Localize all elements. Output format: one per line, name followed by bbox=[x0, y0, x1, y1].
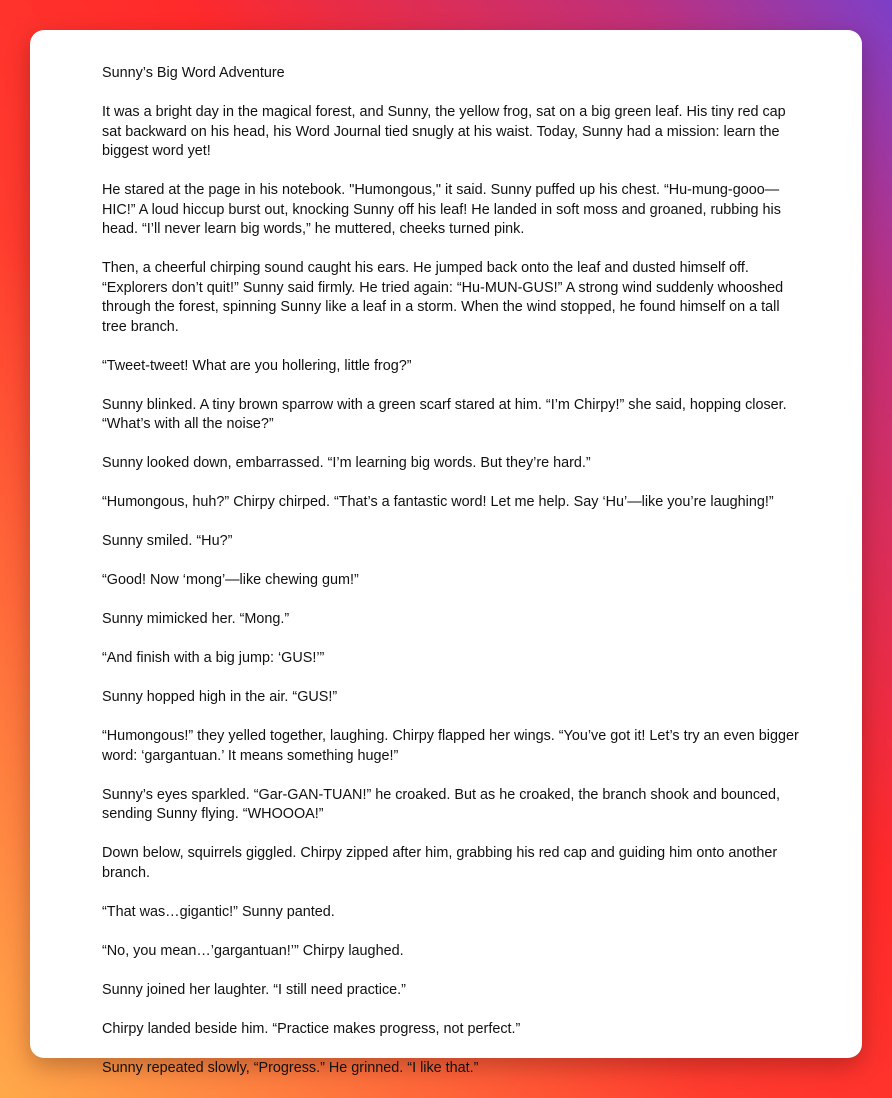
paragraph: Sunny joined her laughter. “I still need practice.” bbox=[102, 981, 406, 998]
paragraph: Sunny smiled. “Hu?” bbox=[102, 533, 233, 549]
paragraph: “Humongous!” they yelled together, laughing. Chirpy flapped her wings. “You’ve got it! Let’s try an even bigger word: ‘gargantuan.’ It means something huge!” bbox=[102, 728, 799, 764]
paragraph: “No, you mean…’gargantuan!’” Chirpy laughed. bbox=[102, 942, 404, 959]
paragraph: Sunny looked down, embarrassed. “I’m learning big words. But they’re hard.” bbox=[102, 455, 591, 471]
paragraph: “Good! Now ‘mong’—like chewing gum!” bbox=[102, 572, 359, 588]
paragraph: “Tweet-tweet! What are you hollering, little frog?” bbox=[102, 357, 412, 374]
paragraph: Down below, squirrels giggled. Chirpy zipped after him, grabbing his red cap and guiding him onto another branch. bbox=[102, 845, 778, 881]
paragraph: It was a bright day in the magical forest, and Sunny, the yellow frog, sat on a big green leaf. His tiny red cap sat backward on his head, his Word Journal tied snugly at his waist. Today, Sunny had a mission: learn the biggest word yet! bbox=[102, 104, 786, 159]
paragraph: Sunny mimicked her. “Mong.” bbox=[102, 611, 290, 627]
document-card bbox=[30, 30, 862, 1076]
document-title: Sunny’s Big Word Adventure bbox=[102, 65, 285, 81]
paragraph: Sunny repeated slowly, “Progress.” He grinned. “I like that.” bbox=[102, 1059, 479, 1076]
paragraph: Sunny blinked. A tiny brown sparrow with a green scarf stared at him. “I’m Chirpy!” she said, hopping closer. “What’s with all the noise?” bbox=[102, 396, 787, 432]
paragraph: Chirpy landed beside him. “Practice makes progress, not perfect.” bbox=[102, 1020, 521, 1037]
document-content bbox=[102, 64, 802, 1098]
paragraph: He stared at the page in his notebook. "Humongous," it said. Sunny puffed up his chest. “Hu-mung-gooo—HIC!” A loud hiccup burst out, knocking Sunny off his leaf! He landed in soft moss and groaned, rubbing his head. “I’ll never learn big words,” he muttered, cheeks turned pink. bbox=[102, 182, 781, 237]
paragraph: “And finish with a big jump: ‘GUS!’” bbox=[102, 650, 325, 666]
paragraph: Then, a cheerful chirping sound caught his ears. He jumped back onto the leaf and dusted himself off. “Explorers don’t quit!” Sunny said firmly. He tried again: “Hu-MUN-GUS!” A strong wind suddenly whooshed through the forest, spinning Sunny like a leaf in a storm. When the wind stopped, he found himself on a tall tree branch. bbox=[102, 260, 784, 335]
paragraph: “That was…gigantic!” Sunny panted. bbox=[102, 903, 335, 920]
paragraph: “Humongous, huh?” Chirpy chirped. “That’s a fantastic word! Let me help. Say ‘Hu’—like you’re laughing!” bbox=[102, 494, 774, 510]
paragraph: Sunny hopped high in the air. “GUS!” bbox=[102, 689, 338, 705]
paragraph: Sunny’s eyes sparkled. “Gar-GAN-TUAN!” he croaked. But as he croaked, the branch shook and bounced, sending Sunny flying. “WHOOOA!” bbox=[102, 786, 781, 822]
